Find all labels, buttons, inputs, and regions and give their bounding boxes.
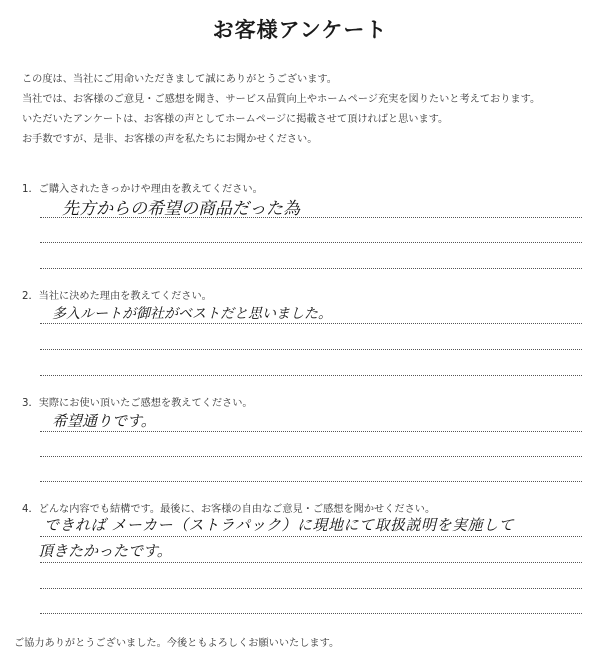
answer-line (40, 242, 582, 243)
answer-line (40, 217, 582, 218)
answer-line (40, 375, 582, 376)
answer-line (40, 431, 582, 432)
intro-line: 当社では、お客様のご意見・ご感想を聞き、サービス品質向上やホームページ充実を図りたいと考えております。 (22, 94, 541, 105)
question-4-answer-line-1[interactable]: できれば メーカー（ストラパック）に現地にて取扱説明を実施して (44, 516, 514, 534)
question-4-answer-line-2[interactable]: 頂きたかったです。 (38, 542, 172, 560)
answer-line (40, 588, 582, 589)
intro-line: お手数ですが、是非、お客様の声を私たちにお聞かせください。 (22, 134, 318, 145)
answer-line (40, 456, 582, 457)
question-1-label: 1．ご購入されたきっかけや理由を教えてください。 (22, 184, 263, 195)
answer-line (40, 536, 582, 537)
closing-message: ご協力ありがとうございました。今後ともよろしくお願いいたします。 (14, 638, 340, 649)
question-1-answer[interactable]: 先方からの希望の商品だった為 (62, 199, 300, 219)
question-3-answer[interactable]: 希望通りです。 (52, 412, 156, 430)
answer-line (40, 349, 582, 350)
answer-line (40, 268, 582, 269)
question-2-answer[interactable]: 多入ルートが御社がベストだと思いました。 (52, 306, 332, 322)
question-4-label: 4．どんな内容でも結構です。最後に、お客様の自由なご意見・ご感想を聞かせください。 (22, 504, 436, 515)
answer-line (40, 562, 582, 563)
intro-text (22, 70, 592, 150)
intro-line: いただいたアンケートは、お客様の声としてホームページに掲載させて頂ければと思います。 (22, 114, 449, 125)
page-title: お客様アンケート (212, 18, 388, 42)
question-2-label: 2．当社に決めた理由を教えてください。 (22, 291, 212, 302)
answer-line (40, 613, 582, 614)
question-3-label: 3．実際にお使い頂いたご感想を教えてください。 (22, 398, 253, 409)
intro-line: この度は、当社にご用命いただきまして誠にありがとうございます。 (22, 74, 337, 85)
answer-line (40, 323, 582, 324)
answer-line (40, 481, 582, 482)
